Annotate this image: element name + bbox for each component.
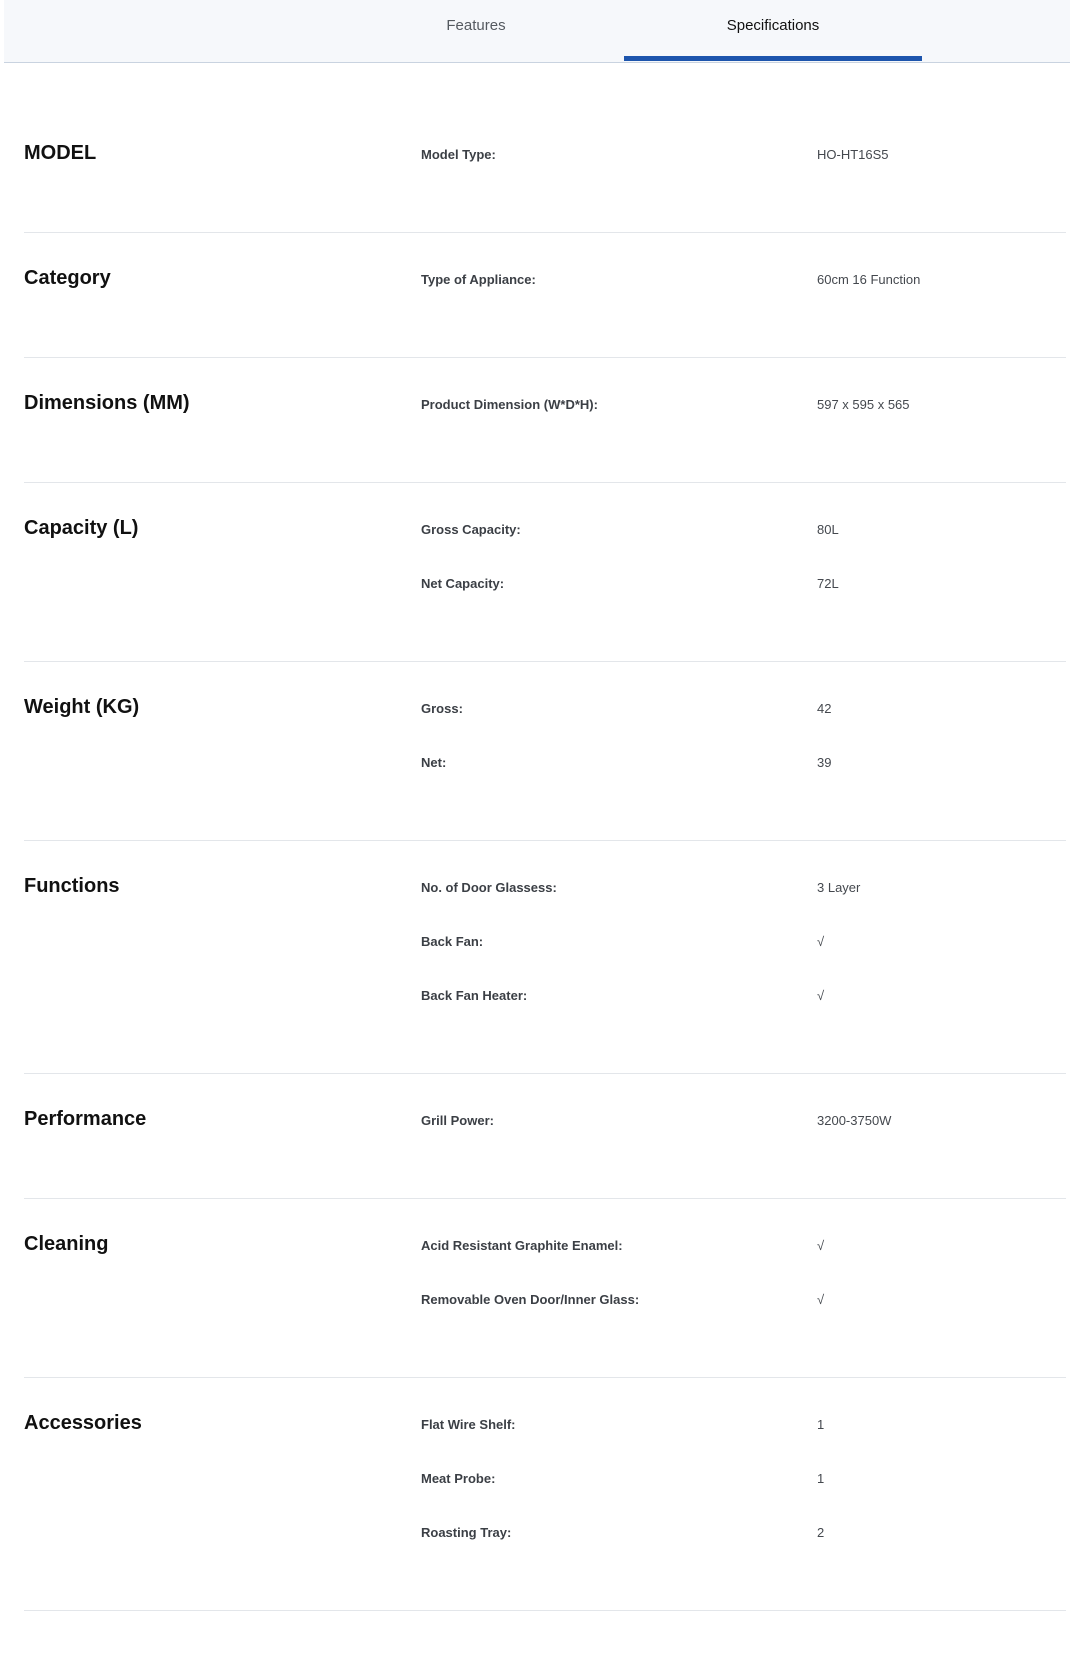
- spec-label: Flat Wire Shelf:: [421, 1417, 516, 1432]
- spec-section: [24, 1378, 1066, 1611]
- spec-value: √: [817, 1238, 825, 1253]
- spec-label: Acid Resistant Graphite Enamel:: [421, 1238, 623, 1253]
- spec-section: [24, 1199, 1066, 1378]
- spec-value: √: [817, 1292, 825, 1307]
- spec-value: 597 x 595 x 565: [817, 397, 910, 412]
- spec-section: [24, 358, 1066, 483]
- spec-row: [24, 1273, 1066, 1327]
- spec-label: Net Capacity:: [421, 576, 505, 591]
- section-title: MODEL: [24, 142, 97, 164]
- spec-label: Gross:: [421, 701, 463, 716]
- spec-section: [24, 483, 1066, 662]
- spec-value: √: [817, 934, 825, 949]
- section-title: Accessories: [24, 1412, 142, 1434]
- spec-value: 3200-3750W: [817, 1113, 892, 1128]
- section-title: Weight (KG): [24, 696, 140, 718]
- spec-value: 2: [817, 1525, 825, 1540]
- spec-section: [24, 233, 1066, 358]
- section-title: Cleaning: [24, 1233, 109, 1255]
- spec-value: 42: [817, 701, 832, 716]
- spec-value: 72L: [817, 576, 839, 591]
- spec-label: Back Fan Heater:: [421, 988, 528, 1003]
- section-title: Functions: [24, 875, 120, 897]
- spec-row: [24, 1452, 1066, 1506]
- spec-label: No. of Door Glassess:: [421, 880, 557, 895]
- section-title: Performance: [24, 1108, 147, 1130]
- spec-row: [24, 557, 1066, 611]
- spec-label: Gross Capacity:: [421, 522, 521, 537]
- spec-value: 1: [817, 1471, 825, 1486]
- spec-label: Meat Probe:: [421, 1471, 496, 1486]
- spec-value: √: [817, 988, 825, 1003]
- tab-bar: [4, 0, 1070, 63]
- spec-section: [24, 1074, 1066, 1199]
- spec-label: Type of Appliance:: [421, 272, 536, 287]
- spec-label: Grill Power:: [421, 1113, 494, 1128]
- spec-value: 1: [817, 1417, 825, 1432]
- spec-label: Removable Oven Door/Inner Glass:: [421, 1292, 640, 1307]
- spec-section: [24, 662, 1066, 841]
- specifications-table: [24, 108, 1066, 1611]
- spec-row: [24, 1398, 1066, 1452]
- spec-label: Back Fan:: [421, 934, 484, 949]
- spec-row: [24, 736, 1066, 790]
- tab-specifications[interactable]: Specifications: [726, 16, 820, 34]
- spec-row: [24, 969, 1066, 1023]
- spec-row: [24, 253, 1066, 307]
- spec-label: Product Dimension (W*D*H):: [421, 397, 598, 412]
- spec-value: HO-HT16S5: [817, 147, 889, 162]
- spec-section: [24, 841, 1066, 1074]
- spec-row: [24, 503, 1066, 557]
- spec-row: [24, 915, 1066, 969]
- spec-section: [24, 108, 1066, 233]
- spec-row: [24, 128, 1066, 182]
- spec-value: 3 Layer: [817, 880, 861, 895]
- spec-value: 60cm 16 Function: [817, 272, 921, 287]
- active-tab-indicator: [624, 56, 922, 61]
- section-title: Dimensions (MM): [24, 392, 190, 414]
- section-title: Capacity (L): [24, 517, 139, 539]
- spec-value: 80L: [817, 522, 839, 537]
- spec-row: [24, 1094, 1066, 1148]
- spec-row: [24, 378, 1066, 432]
- spec-row: [24, 1219, 1066, 1273]
- spec-label: Model Type:: [421, 147, 496, 162]
- section-title: Category: [24, 267, 111, 289]
- spec-row: [24, 861, 1066, 915]
- spec-row: [24, 1506, 1066, 1560]
- tab-features[interactable]: Features: [446, 16, 506, 34]
- spec-value: 39: [817, 755, 832, 770]
- spec-label: Net:: [421, 755, 447, 770]
- spec-row: [24, 682, 1066, 736]
- spec-label: Roasting Tray:: [421, 1525, 512, 1540]
